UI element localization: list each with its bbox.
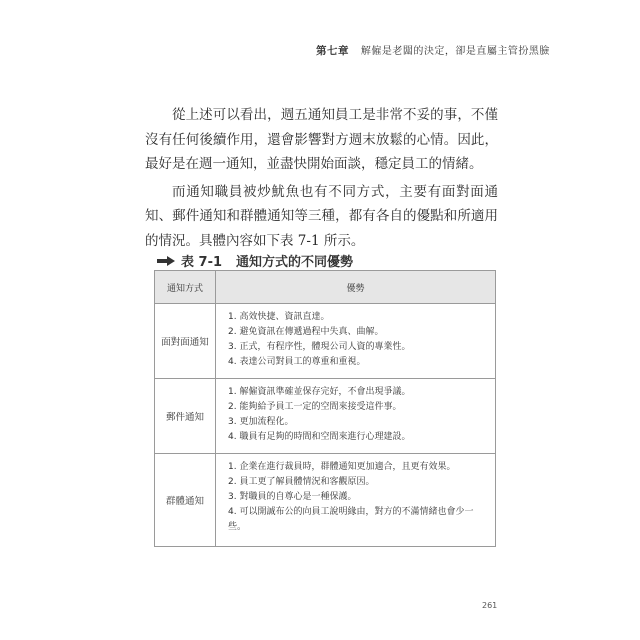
advantage-item: 1. 企業在進行裁員時，群體通知更加適合，且更有效果。: [228, 462, 456, 472]
advantage-item: 2. 避免資訊在傳遞過程中失真、曲解。: [228, 327, 384, 337]
paragraph-2: 而通知職員被炒魷魚也有不同方式，主要有面對面通知、郵件通知和群體通知等三種，都有各自的優點和所適用的情況。具體內容如下表 7-1 所示。: [145, 183, 498, 249]
table-caption: [157, 251, 353, 270]
advantage-item: 1. 高效快捷、資訊直達。: [228, 312, 330, 322]
body-text: [145, 103, 498, 253]
advantage-item: 2. 員工更了解員體情況和客觀原因。: [228, 477, 375, 487]
method-cell: 郵件通知: [155, 379, 216, 454]
advantage-cell: [216, 379, 496, 454]
column-header-advantage: 優勢: [216, 271, 496, 304]
table-title: 通知方式的不同優勢: [236, 255, 354, 270]
advantage-item: 1. 解僱資訊準確並保存完好，不會出現爭議。: [228, 387, 411, 397]
advantage-item: 3. 更加流程化。: [228, 417, 294, 427]
advantage-item: 4. 表達公司對員工的尊重和重視。: [228, 357, 366, 367]
table-header-row: [155, 271, 496, 304]
advantage-cell: [216, 304, 496, 379]
advantage-cell: [216, 454, 496, 547]
table-row: [155, 454, 496, 547]
advantage-item: 3. 正式，有程序性，體現公司人資的專業性。: [228, 342, 411, 352]
table-row: [155, 379, 496, 454]
advantage-item: 4. 可以開誠布公的向員工說明緣由，對方的不滿情緒也會少一些。: [228, 507, 474, 532]
method-cell: 群體通知: [155, 454, 216, 547]
notification-methods-table: [154, 270, 496, 547]
table-number: 表 7-1: [181, 255, 223, 270]
method-cell: 面對面通知: [155, 304, 216, 379]
chapter-title: 解僱是老闆的決定，卻是直屬主管扮黑臉: [360, 46, 550, 57]
advantage-item: 3. 對職員的自尊心是一種保護。: [228, 492, 357, 502]
advantage-item: 2. 能夠給予員工一定的空間來接受這件事。: [228, 402, 402, 412]
paragraph-1: 從上述可以看出，週五通知員工是非常不妥的事，不僅沒有任何後續作用，還會影響對方週末放鬆的心情。因此，最好是在週一通知，並盡快開始面談，穩定員工的情緒。: [145, 107, 498, 172]
chapter-label: 第七章: [316, 45, 349, 57]
running-header: [316, 42, 550, 58]
advantage-item: 4. 職員有足夠的時間和空間來進行心理建設。: [228, 432, 411, 442]
table-row: [155, 304, 496, 379]
column-header-method: 通知方式: [155, 271, 216, 304]
page-number: 261: [482, 601, 498, 610]
arrow-icon: [157, 256, 175, 266]
